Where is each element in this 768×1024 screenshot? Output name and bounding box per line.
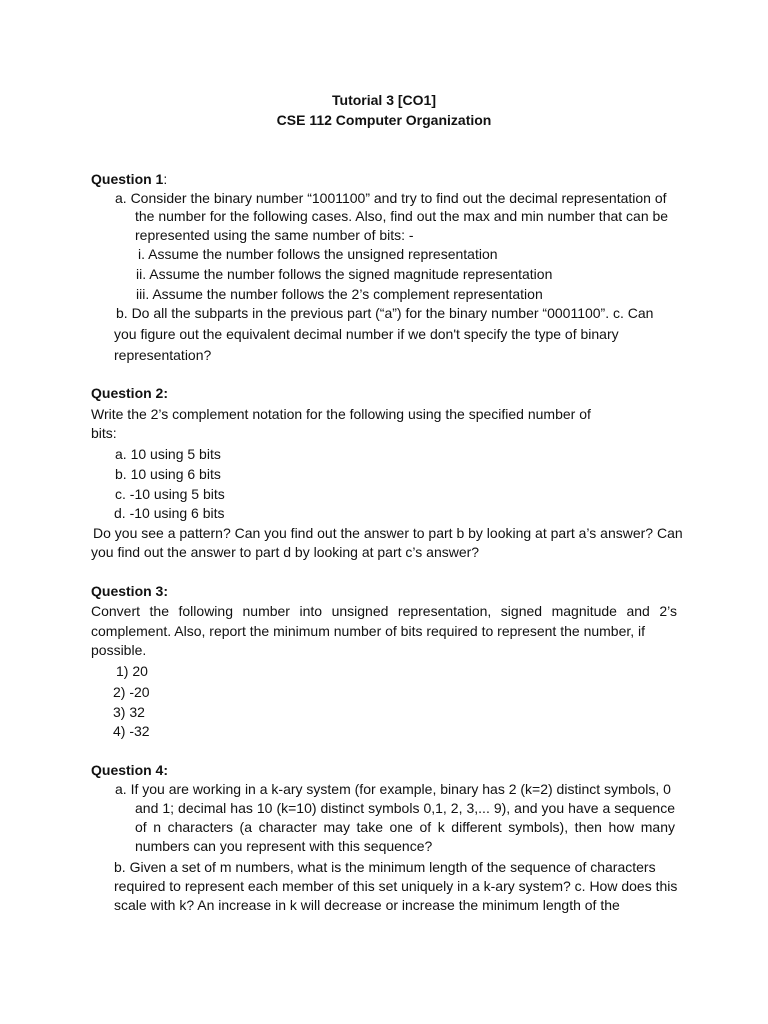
question-3-item-1: 1) 20: [116, 663, 148, 679]
question-3-intro-line-1: Convert the following number into unsigned representation, signed magnitude and 2’s: [91, 603, 677, 619]
question-3-intro-line-2: complement. Also, report the minimum number of bits required to represent the number, if: [91, 623, 646, 639]
course-title: CSE 112 Computer Organization: [276, 112, 492, 128]
question-2-item-c: c. -10 using 5 bits: [115, 486, 225, 502]
question-2-item-d: d. -10 using 6 bits: [114, 505, 225, 521]
question-1-b-line-3: representation?: [114, 347, 212, 363]
question-2-intro-line-1: Write the 2’s complement notation for the following using the specified number of: [91, 406, 591, 422]
question-1-b-line-1: b. Do all the subparts in the previous part (“a”) for the binary number “0001100”. c. Can: [116, 305, 654, 321]
question-4-b-line-2: required to represent each member of this set uniquely in a k-ary system? c. How does this: [114, 878, 678, 894]
question-3-heading: Question 3:: [91, 583, 169, 599]
tutorial-title: Tutorial 3 [CO1]: [332, 92, 436, 108]
question-4-heading: Question 4:: [91, 762, 169, 778]
question-3-item-4: 4) -32: [113, 723, 150, 739]
question-4-b-line-3: scale with k? An increase in k will decrease or increase the minimum length of the: [114, 897, 620, 913]
question-2-intro-line-2: bits:: [91, 425, 117, 441]
question-1-heading: [91, 170, 167, 188]
question-4-b-line-1: b. Given a set of m numbers, what is the minimum length of the sequence of characters: [114, 859, 656, 875]
question-2-item-b: b. 10 using 6 bits: [115, 466, 221, 482]
question-1-sub-i: i. Assume the number follows the unsigned representation: [138, 246, 498, 262]
question-1-sub-iii: iii. Assume the number follows the 2’s complement representation: [136, 286, 543, 302]
question-4-a-line-2: and 1; decimal has 10 (k=10) distinct symbols 0,1, 2, 3,... 9), and you have a sequence: [135, 800, 675, 816]
question-1-colon: :: [163, 171, 168, 187]
question-3-intro-line-3: possible.: [91, 642, 147, 658]
question-1-a-line-1: a. Consider the binary number “1001100” and try to find out the decimal representation of: [115, 190, 667, 206]
question-1-label: Question 1: [91, 171, 164, 187]
question-2-outro-line-1: Do you see a pattern? Can you find out the answer to part b by looking at part a’s answer? Can: [93, 525, 683, 541]
question-4-a-line-1: a. If you are working in a k-ary system (for example, binary has 2 (k=2) distinct symbols, 0: [115, 781, 671, 797]
question-2-outro-line-2: you find out the answer to part d by looking at part c’s answer?: [91, 544, 480, 560]
question-4-a-line-4: numbers can you represent with this sequence?: [135, 838, 433, 854]
question-2-heading: Question 2:: [91, 385, 169, 401]
question-1-a-line-3: represented using the same number of bits: -: [135, 227, 414, 243]
question-3-item-3: 3) 32: [113, 704, 145, 720]
question-4-a-line-3: of n characters (a character may take one of k different symbols), then how many: [135, 819, 675, 835]
question-3-item-2: 2) -20: [113, 684, 150, 700]
question-1-sub-ii: ii. Assume the number follows the signed magnitude representation: [136, 266, 553, 282]
question-1-a-line-2: the number for the following cases. Also, find out the max and min number that can be: [135, 208, 669, 224]
question-2-item-a: a. 10 using 5 bits: [115, 446, 221, 462]
question-1-b-line-2: you figure out the equivalent decimal number if we don't specify the type of binary: [114, 326, 619, 342]
